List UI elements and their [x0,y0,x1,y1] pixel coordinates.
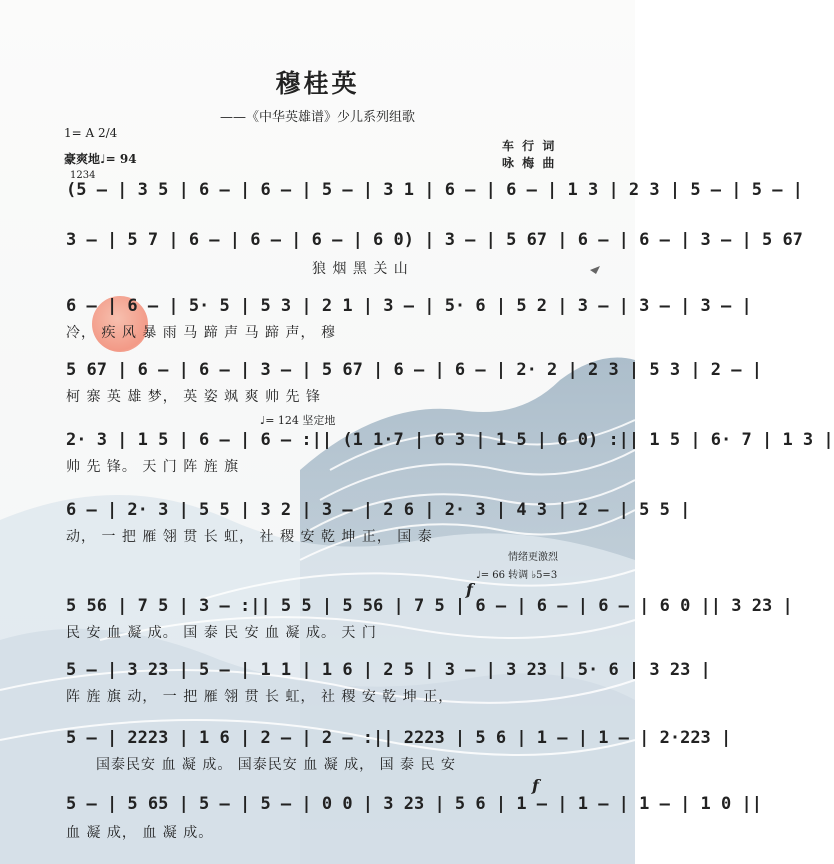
lyrics-row-10: 血 凝 成， 血 凝 成。 [66,825,214,841]
tempo-change: ♩= 124 坚定地 [260,414,336,427]
score-row-2: 3 – | 5 7 | 6 – | 6 – | 6 – | 6 0) | 3 – | 5 67 | 6 – | 6 – | 3 – | 5 67 [66,230,803,250]
lyrics-row-5: 帅 先 锋。 天 门 阵 旌 旗 [66,459,240,475]
modulation-marking: ♩= 66 转调 ♭5=3 [476,570,558,581]
score-row-1: (5 – | 3 5 | 6 – | 6 – | 5 – | 3 1 | 6 – | 6 – | 1 3 | 2 3 | 5 – | 5 – | [66,180,803,200]
score-row-3: 6 – | 6 – | 5· 5 | 5 3 | 2 1 | 3 – | 5· 6 | 5 2 | 3 – | 3 – | 3 – | [66,296,752,316]
mood-marking: 情绪更激烈 [508,552,558,563]
key-signature: 1= A 2/4 [64,126,118,140]
forte-marking-1: f [466,580,473,599]
lyrics-row-4: 柯 寨 英 雄 梦， 英 姿 飒 爽 帅 先 锋 [66,389,321,405]
score-row-5: 2· 3 | 1 5 | 6 – | 6 – :|| (1 1·7 | 6 3 | 1 5 | 6 0) :|| 1 5 | 6· 7 | 1 3 | [66,430,834,450]
tempo-marking: 豪爽地♩= 94 [64,152,137,166]
lyrics-row-6: 动， 一 把 雁 翎 贯 长 虹， 社 稷 安 乾 坤 正， 国 泰 [66,529,433,545]
score-row-4: 5 67 | 6 – | 6 – | 3 – | 5 67 | 6 – | 6 – | 2· 2 | 2 3 | 5 3 | 2 – | [66,360,762,380]
lyrics-row-7: 民 安 血 凝 成。 国 泰 民 安 血 凝 成。 天 门 [66,625,377,641]
lyrics-row-3: 冷， 疾 风 暴 雨 马 蹄 声 马 蹄 声， 穆 [66,325,336,341]
score-row-8: 5 – | 3 23 | 5 – | 1 1 | 1 6 | 2 5 | 3 – | 3 23 | 5· 6 | 3 23 | [66,660,711,680]
score-row-7: 5 56 | 7 5 | 3 – :|| 5 5 | 5 56 | 7 5 | 6 – | 6 – | 6 – | 6 0 || 3 23 | [66,596,793,616]
song-subtitle: ——《中华英雄谱》少儿系列组歌 [219,110,415,125]
score-row-10: 5 – | 5 65 | 5 – | 5 – | 0 0 | 3 23 | 5 6 | 1 – | 1 – | 1 – | 1 0 || [66,794,762,814]
lyrics-row-2: 狼 烟 黑 关 山 [312,261,409,277]
score-row-9: 5 – | 2223 | 1 6 | 2 – | 2 – :|| 2223 | 5 6 | 1 – | 1 – | 2·223 | [66,728,732,748]
score-row-6: 6 – | 2· 3 | 5 5 | 3 2 | 3 – | 2 6 | 2· 3 | 4 3 | 2 – | 5 5 | [66,500,691,520]
song-title: 穆桂英 [275,69,360,98]
lyrics-row-9: 国泰民安 血 凝 成。 国泰民安 血 凝 成， 国 泰 民 安 [96,757,456,773]
volta-marking: 1234 [70,170,96,181]
composer: 咏 梅 曲 [502,156,557,170]
lyrics-row-8: 阵 旌 旗 动， 一 把 雁 翎 贯 长 虹， 社 稷 安 乾 坤 正， [66,689,454,705]
forte-marking-2: f [532,776,539,795]
lyricist: 车 行 词 [502,139,557,153]
